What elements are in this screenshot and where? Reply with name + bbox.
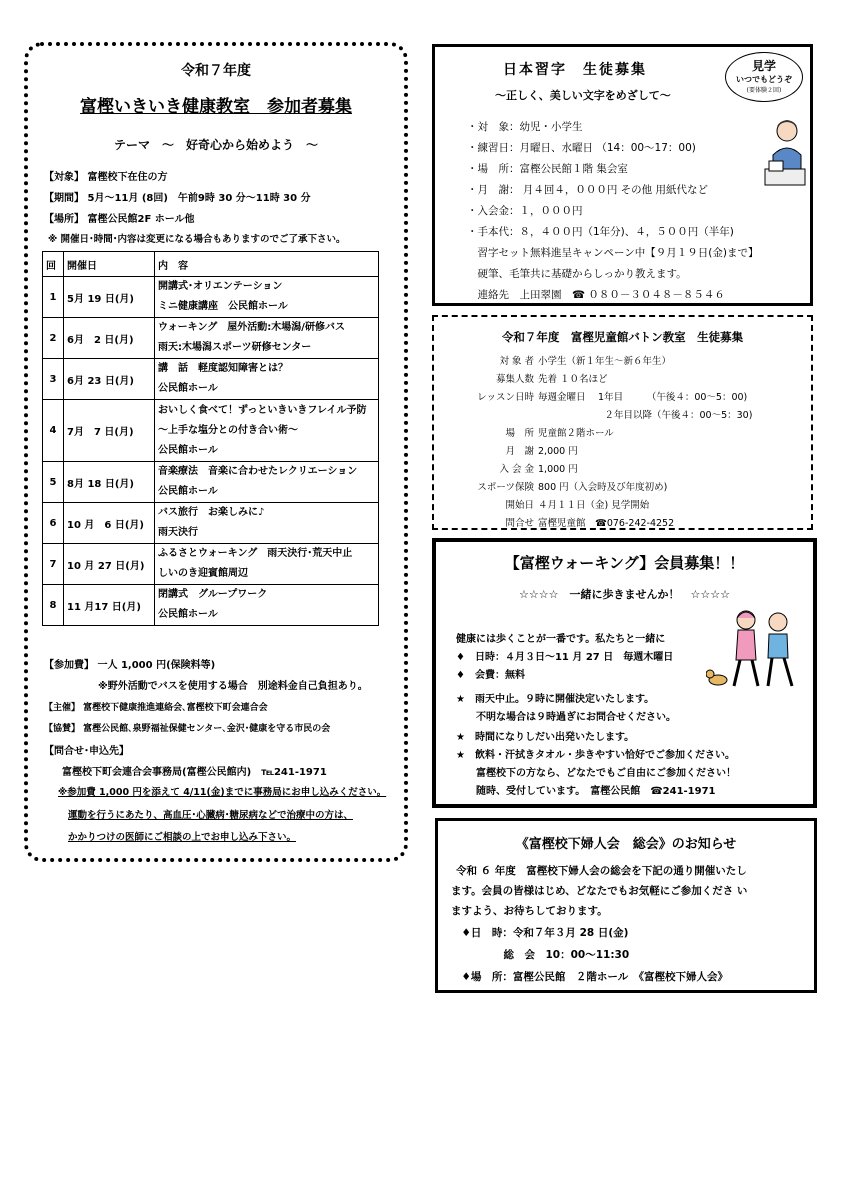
health-contact-label: 【問合せ･申込先】 [44, 746, 129, 757]
calligraphy-line: ・手本代：８，４００円（1年分)、４，５００円（半年) [467, 226, 734, 238]
row-date: 6月 23 日(月) [64, 359, 155, 400]
health-class-panel [24, 42, 408, 862]
baton-label: レッスン日時 [477, 392, 534, 403]
health-host: 【主催】 富樫校下健康推進連絡会､富樫校下町会連合会 [44, 703, 268, 713]
women-line: ます。会員の皆様はじめ、どなたでもお気軽にご参加くださ い [451, 885, 748, 897]
health-fee: 【参加費】 一人 1,000 円(保険料等) [44, 660, 216, 671]
baton-label: 月 謝 [505, 446, 534, 457]
health-target: 【対象】 富樫校下在住の方 [44, 172, 168, 183]
women-line: 令和 ６ 年度 富樫校下婦人会の総会を下記の通り開催いたし [456, 865, 747, 877]
row-date: 10 月 6 日(月) [64, 503, 155, 544]
content-line: 公民館ホール [158, 444, 218, 456]
health-period: 【期間】 5月～11月 (8回) 午前9時 30 分～11時 30 分 [44, 193, 311, 204]
table-row [43, 544, 379, 585]
content-line: 雨天:木場潟スポーツ研修センター [158, 342, 312, 353]
baton-label: 問合せ [505, 518, 534, 529]
content-line: 講 話 軽度認知障害とは？ [158, 363, 288, 374]
row-content [155, 400, 379, 462]
calligraphy-line: 習字セット無料進呈キャンペーン中【９月１９日(金)まで】 [467, 247, 759, 259]
row-content [155, 277, 379, 318]
table-row [43, 400, 379, 462]
row-content [155, 544, 379, 585]
col-content: 内 容 [155, 252, 379, 277]
content-line: 開講式･オリエンテーション [158, 281, 283, 292]
row-date: 10 月 27 日(月) [64, 544, 155, 585]
table-row [43, 318, 379, 359]
walking-line: 健康には歩くことが一番です。私たちと一緒に [456, 634, 666, 645]
health-title: 富樫いきいき健康教室 参加者募集 [80, 97, 352, 117]
content-line: バス旅行 お楽しみに♪ [158, 507, 265, 518]
health-place: 【場所】 富樫公民館2F ホール他 [44, 214, 195, 225]
row-no: 7 [43, 544, 64, 585]
health-theme: テーマ ～ 好奇心から始めよう ～ [113, 138, 318, 152]
row-no: 5 [43, 462, 64, 503]
baton-label: 開始日 [505, 500, 534, 511]
row-date: 7月 7 日(月) [64, 400, 155, 462]
walking-line: ★ 時間になりしだい出発いたします。 [456, 732, 635, 743]
calligraphy-line: 連絡先 上田翠園 ☎ ０８０－３０４８－８５４６ [467, 289, 725, 301]
calligraphy-line: 硬筆、毛筆共に基礎からしっかり教えます。 [467, 268, 687, 280]
walking-line: ♦ 日時：４月３日～11 月 27 日 毎週木曜日 [456, 652, 674, 663]
walking-line: ★ 飲料・汗拭きタオル・歩きやすい恰好でご参加ください。 [456, 750, 735, 761]
row-date: 5月 19 日(月) [64, 277, 155, 318]
baton-title: 令和７年度 富樫児童館バトン教室 生徒募集 [501, 330, 744, 344]
content-line: しいのき迎賓館周辺 [158, 568, 248, 579]
women-title: 《富樫校下婦人会 総会》のお知らせ [515, 837, 737, 852]
baton-label: スポーツ保険 [477, 482, 534, 493]
calligraphy-subtitle: ～正しく、美しい文字をめざして～ [495, 89, 671, 102]
content-line: 公民館ホール [158, 609, 218, 620]
women-line: ますよう、お待ちしております。 [451, 905, 608, 917]
women-line: ♦日 時：令和７年３月 28 日(金) [451, 927, 629, 939]
baton-value: 2,000 円 [538, 446, 578, 457]
baton-value: 800 円（入会時及び年度初め) [538, 482, 668, 493]
table-row [43, 503, 379, 544]
walking-panel [432, 538, 817, 808]
row-no: 3 [43, 359, 64, 400]
calligraphy-title: 日本習字 生徒募集 [503, 62, 647, 78]
baton-value: 毎週金曜日 1年目 （午後４：00～5：00) [538, 392, 748, 403]
walking-line: 随時、受付しています。 富樫公民館 ☎241-1971 [456, 786, 716, 797]
baton-value: 1,000 円 [538, 464, 578, 475]
row-content [155, 359, 379, 400]
row-no: 2 [43, 318, 64, 359]
health-note3: かかりつけの医師にご相談の上でお申し込み下さい。 [68, 832, 297, 843]
health-note2: 運動を行うにあたり、高血圧･心臓病･糖尿病などで治療中の方は、 [68, 810, 354, 821]
col-date: 開催日 [64, 252, 155, 277]
content-line: ウォーキング 屋外活動:木場潟/研修バス [158, 322, 345, 333]
baton-value: 先着 １０名ほど [538, 374, 608, 385]
walking-line: 不明な場合は９時過ぎにお問合せください。 [456, 712, 676, 723]
row-content [155, 462, 379, 503]
row-date: 11 月17 日(月) [64, 585, 155, 626]
baton-panel [432, 315, 813, 530]
content-line: 公民館ホール [158, 383, 218, 394]
walking-line: 富樫校下の方なら、どなたでもご自由にご参加ください！ [456, 768, 736, 779]
baton-value: 小学生（新１年生～新６年生） [538, 356, 672, 367]
baton-label: 募集人数 [495, 374, 534, 385]
baton-label: 場 所 [505, 428, 534, 439]
baton-label: 対 象 者 [499, 356, 534, 367]
content-line: おいしく食べて！ずっといきいきフレイル予防 [158, 404, 367, 416]
content-line: ～上手な塩分との付き合い術～ [158, 424, 298, 436]
health-contact: 富樫校下町会連合会事務局(富樫公民館内) ℡241-1971 [62, 767, 327, 778]
women-line: ♦場 所：富樫公民館 ２階ホール 《富樫校下婦人会》 [451, 971, 728, 983]
walking-line: ♦ 会費：無料 [456, 670, 525, 681]
content-line: ミニ健康講座 公民館ホール [158, 301, 288, 312]
baton-label: 入 会 金 [499, 464, 534, 475]
row-no: 1 [43, 277, 64, 318]
table-header-row [43, 252, 379, 277]
calligraphy-line: ・対 象：幼児・小学生 [467, 121, 583, 133]
baton-value: 富樫児童館 ☎076-242-4252 [538, 518, 675, 529]
table-row [43, 462, 379, 503]
content-line: 雨天決行 [158, 527, 198, 538]
row-content [155, 503, 379, 544]
col-no: 回 [43, 252, 64, 277]
calligraphy-line: ・入会金：１，０００円 [467, 205, 583, 217]
calligraphy-line: ・練習日：月曜日、水曜日 （14：00～17：00) [467, 142, 696, 154]
row-no: 8 [43, 585, 64, 626]
schedule-table [42, 251, 379, 626]
calligraphy-line: ・月 謝： 月４回４，０００円 その他 用紙代など [467, 184, 709, 196]
badge-line: (要体験２回) [746, 87, 782, 94]
visit-badge [725, 52, 803, 102]
health-notice: ※ 開催日･時間･内容は変更になる場合もありますのでご了承下さい。 [48, 234, 346, 245]
table-row [43, 277, 379, 318]
row-date: 8月 18 日(月) [64, 462, 155, 503]
baton-value: 児童館２階ホール [538, 428, 614, 439]
baton-value: ２年目以降（午後４：00～5：30) [538, 410, 753, 421]
row-date: 6月 2 日(月) [64, 318, 155, 359]
walking-line: ★ 雨天中止。９時に開催決定いたします。 [456, 694, 655, 705]
table-row [43, 359, 379, 400]
health-year: 令和７年度 [181, 63, 251, 79]
womens-association-panel [435, 818, 817, 993]
walking-catch: ☆☆☆☆ 一緒に歩きませんか！ ☆☆☆☆ [519, 588, 730, 601]
row-no: 6 [43, 503, 64, 544]
content-line: ふるさとウォーキング 雨天決行･荒天中止 [158, 548, 353, 559]
teacher-icon [759, 117, 809, 189]
row-content [155, 585, 379, 626]
calligraphy-line: ・場 所：富樫公民館１階 集会室 [467, 163, 628, 175]
calligraphy-panel [432, 44, 813, 306]
content-line: 音楽療法 音楽に合わせたレクリエーション [158, 466, 358, 477]
walkers-icon [706, 606, 806, 696]
row-content [155, 318, 379, 359]
walking-title: 【富樫ウォーキング】会員募集！！ [504, 554, 745, 572]
table-row [43, 585, 379, 626]
women-line: 総 会 10：00～11:30 [451, 949, 630, 961]
health-note1: ※参加費 1,000 円を添えて 4/11(金)までに事務局にお申し込みください。 [58, 787, 387, 798]
row-no: 4 [43, 400, 64, 462]
badge-line: 見学 [751, 59, 776, 73]
badge-line: いつでもどうぞ [736, 75, 792, 84]
content-line: 公民館ホール [158, 486, 218, 497]
health-support: 【協賛】 富樫公民館､泉野福祉保健センター､金沢･健康を守る市民の会 [44, 724, 331, 734]
content-line: 閉講式 グループワーク [158, 589, 268, 600]
baton-value: ４月１１日（金) 見学開始 [538, 500, 650, 511]
health-fee-note: ※野外活動でバスを使用する場合 別途料金自己負担あり。 [98, 681, 368, 692]
